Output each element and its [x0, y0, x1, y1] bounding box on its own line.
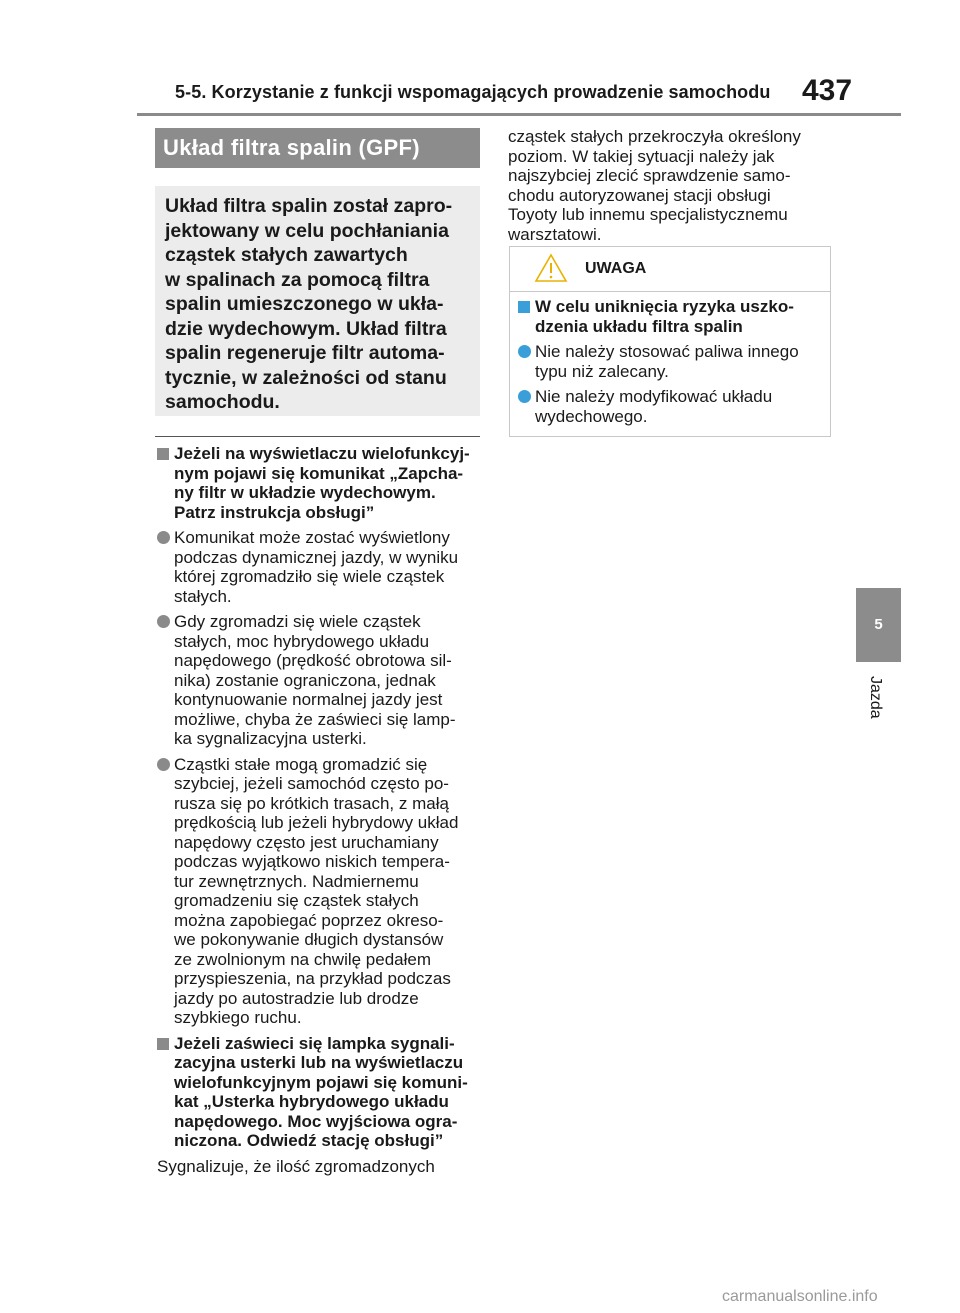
circle-bullet-icon	[157, 615, 170, 628]
intro-box	[155, 186, 480, 416]
intro-text: Układ filtra spalin został zapro- jektowany w celu pochłaniania cząstek stałych zawartych w spalinach za pomocą filtra spalin umieszczonego w ukła- dzie wydechowym. Układ filtra spalin regeneruje filtr automa- tycznie, w zależności od stanu samochodu.	[165, 195, 453, 413]
left-column	[157, 444, 482, 1176]
watermark: carmanualsonline.info	[722, 1288, 878, 1305]
warning-list-item: Nie należy stosować paliwa innego typu niż zalecany.	[518, 342, 823, 381]
circle-bullet-icon	[157, 531, 170, 544]
list-item: Komunikat może zostać wyświetlony podczas dynamicznej jazdy, w wyniku której zgromadziło się wiele cząstek stałych.	[157, 528, 482, 606]
body-text: Sygnalizuje, że ilość zgromadzonych	[157, 1156, 435, 1176]
list-item: Gdy zgromadzi się wiele cząstek stałych, moc hybrydowego układu napędowego (prędkość obrotowa sil- nika) zostanie ograniczona, jednak kontynuowanie normalnej jazdy jest możliwe, chyba że zaświeci się lamp- ka sygnalizacyjna usterki.	[157, 612, 482, 749]
warning-label: UWAGA	[585, 260, 647, 277]
warning-triangle-icon	[534, 253, 568, 283]
warning-divider	[510, 291, 830, 292]
warning-list-item: Nie należy modyfikować układu wydechowego.	[518, 387, 823, 426]
header-divider	[137, 113, 901, 116]
warning-header	[510, 247, 830, 289]
right-column	[508, 127, 838, 244]
circle-bullet-icon	[518, 345, 531, 358]
body-text-continued: cząstek stałych przekroczyła określony poziom. W takiej sytuacji należy jak najszybciej zlecić sprawdzenie samo- chodu autoryzowanej stacji obsługi Toyoty lub innemu specjalistycznemu warsztatowi.	[508, 127, 801, 244]
warning-body	[518, 297, 823, 432]
square-bullet-icon	[518, 301, 530, 313]
section-divider	[155, 436, 480, 437]
section-title: Układ filtra spalin (GPF)	[155, 128, 480, 168]
page-number: 437	[802, 74, 853, 107]
chapter-label: Jazda	[867, 676, 884, 719]
chapter-tab: 5	[856, 588, 901, 662]
warning-box	[509, 246, 831, 437]
header-title: 5-5. Korzystanie z funkcji wspomagających prowadzenie samochodu	[175, 82, 771, 102]
square-bullet-icon	[157, 448, 169, 460]
subheading-clogged-filter: Jeżeli na wyświetlaczu wielofunkcyj- nym pojawi się komunikat „Zapcha- ny filtr w układzie wydechowym. Patrz instrukcja obsługi”	[157, 444, 482, 522]
warning-subheading: W celu uniknięcia ryzyka uszko- dzenia układu filtra spalin	[518, 297, 823, 336]
list-item: Cząstki stałe mogą gromadzić się szybciej, jeżeli samochód często po- rusza się po krótkich trasach, z małą prędkością lub jeżeli hybrydowy układ napędowy często jest uruchamiany podczas wyjątkowo niskich tempera- tur zewnętrznych. Nadmiernemu gromadzeniu się cząstek stałych można zapobiegać poprzez okreso- we pokonywanie długich dystansów ze zwolnionym na chwilę pedałem przyspieszenia, na przykład podczas jazdy po autostradzie lub drodze szybkiego ruchu.	[157, 755, 482, 1028]
circle-bullet-icon	[518, 390, 531, 403]
square-bullet-icon	[157, 1038, 169, 1050]
subheading-malfunction-lamp: Jeżeli zaświeci się lampka sygnali- zacyjna usterki lub na wyświetlaczu wielofunkcyjnym pojawi się komuni- kat „Usterka hybrydowego układu napędowego. Moc wyjściowa ogra- niczona. Odwiedź stację obsługi”	[157, 1034, 482, 1151]
circle-bullet-icon	[157, 758, 170, 771]
